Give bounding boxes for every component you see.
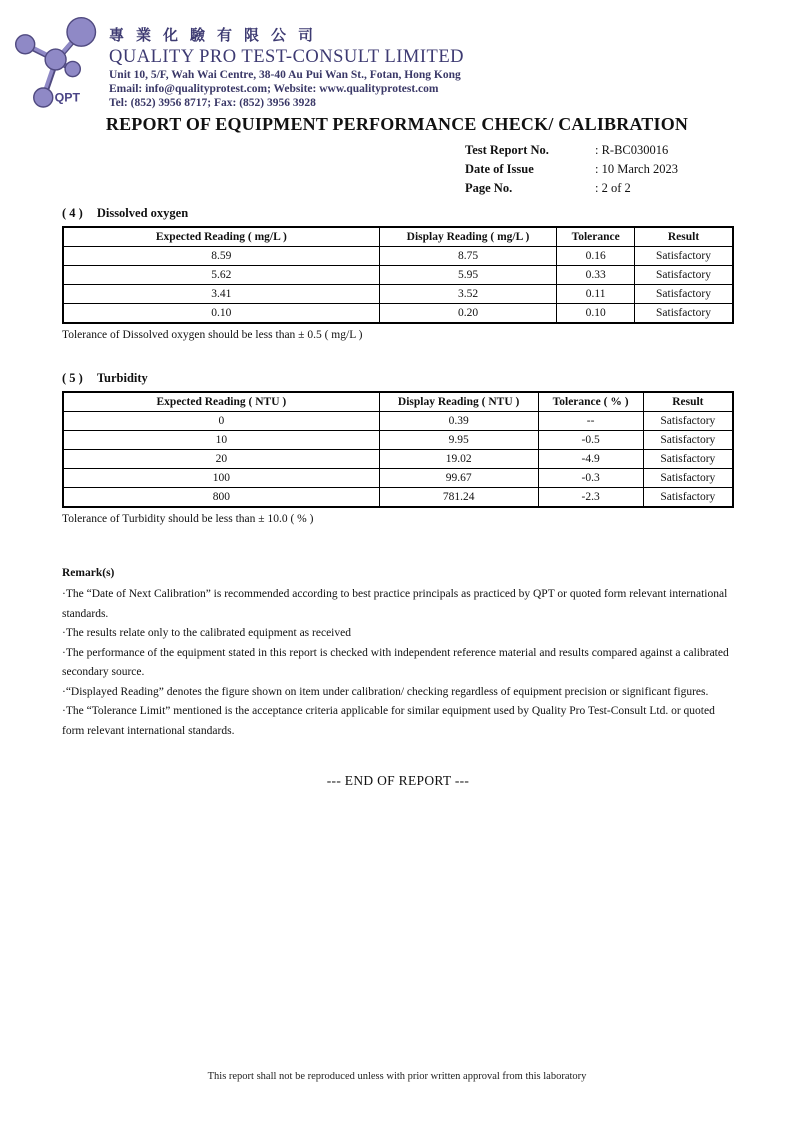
page-number-label: Page No. (465, 181, 513, 195)
company-name-english: QUALITY PRO TEST-CONSULT LIMITED (109, 47, 465, 67)
report-number-value: : R-BC030016 (595, 143, 669, 157)
section-turbidity (62, 371, 734, 525)
dissolved-oxygen-tolerance-note: Tolerance of Dissolved oxygen should be less than ± 0.5 ( mg/L ) (62, 329, 363, 341)
table-cell: 0.11 (557, 285, 635, 304)
table-cell: 0.10 (63, 304, 379, 324)
table-cell: 100 (63, 469, 379, 488)
table-cell: Satisfactory (643, 469, 733, 488)
table-cell: Satisfactory (643, 431, 733, 450)
date-of-issue-value: : 10 March 2023 (595, 162, 678, 176)
page-number-row (465, 179, 678, 198)
table-row (63, 304, 733, 324)
remark-item: ·“Displayed Reading” denotes the figure shown on item under calibration/ checking regardless of equipment precision or significant figures. (62, 685, 709, 698)
table-cell: Satisfactory (635, 247, 734, 266)
table-cell: 0.20 (379, 304, 557, 324)
table-cell: 99.67 (379, 469, 538, 488)
turbidity-tolerance-note: Tolerance of Turbidity should be less than ± 10.0 ( % ) (62, 513, 314, 525)
table-row (63, 431, 733, 450)
table-cell: -0.5 (538, 431, 643, 450)
column-header: Display Reading ( mg/L ) (379, 227, 557, 247)
table-cell: 3.41 (63, 285, 379, 304)
table-cell: 20 (63, 450, 379, 469)
molecule-logo-icon (10, 10, 105, 109)
table-cell: Satisfactory (635, 304, 734, 324)
logo-text: QPT (54, 90, 81, 105)
table-cell: -4.9 (538, 450, 643, 469)
company-logo (10, 10, 105, 108)
table-row (63, 285, 733, 304)
column-header: Display Reading ( NTU ) (379, 392, 538, 412)
report-number-row (465, 141, 678, 160)
table-cell: 0.16 (557, 247, 635, 266)
table-cell: 9.95 (379, 431, 538, 450)
table-cell: Satisfactory (643, 488, 733, 508)
table-row (63, 469, 733, 488)
section-number: ( 5 ) (62, 371, 83, 385)
company-name-chinese: 專業化驗有限公司 (109, 28, 326, 44)
table-row (63, 450, 733, 469)
table-cell: 8.59 (63, 247, 379, 266)
table-cell: -0.3 (538, 469, 643, 488)
table-cell: Satisfactory (635, 266, 734, 285)
company-address: Unit 10, 5/F, Wah Wai Centre, 38-40 Au Pui Wan St., Fotan, Hong Kong (109, 69, 461, 81)
footer-disclaimer: This report shall not be reproduced unless with prior written approval from this laboratory (207, 1071, 587, 1082)
section-dissolved-oxygen (62, 206, 734, 341)
column-header: Tolerance ( % ) (538, 392, 643, 412)
remark-item: ·The “Date of Next Calibration” is recommended according to best practice principals as practiced by QPT or quoted form relevant international standards. (62, 588, 728, 620)
section-title: Turbidity (96, 371, 148, 385)
table-cell: 5.95 (379, 266, 557, 285)
table-row (63, 266, 733, 285)
table-cell: 0.10 (557, 304, 635, 324)
column-header: Result (635, 227, 734, 247)
table-cell: 781.24 (379, 488, 538, 508)
table-cell: -2.3 (538, 488, 643, 508)
dissolved-oxygen-table (62, 226, 734, 324)
table-cell: Satisfactory (643, 450, 733, 469)
table-row (63, 488, 733, 508)
turbidity-table (62, 391, 734, 508)
table-cell: 10 (63, 431, 379, 450)
table-row (63, 247, 733, 266)
table-cell: -- (538, 412, 643, 431)
letterhead (10, 10, 464, 110)
column-header: Expected Reading ( NTU ) (63, 392, 379, 412)
remarks-section (62, 567, 734, 741)
report-title: REPORT OF EQUIPMENT PERFORMANCE CHECK/ CALIBRATION (105, 114, 689, 134)
table-cell: Satisfactory (643, 412, 733, 431)
table-cell: 0 (63, 412, 379, 431)
table-cell: Satisfactory (635, 285, 734, 304)
column-header: Expected Reading ( mg/L ) (63, 227, 379, 247)
column-header: Result (643, 392, 733, 412)
table-cell: 19.02 (379, 450, 538, 469)
table-cell: 5.62 (63, 266, 379, 285)
section-number: ( 4 ) (62, 206, 83, 220)
page-number-value: : 2 of 2 (595, 181, 631, 195)
table-cell: 800 (63, 488, 379, 508)
section-heading-dissolved-oxygen (62, 206, 734, 221)
table-cell: 8.75 (379, 247, 557, 266)
report-number-label: Test Report No. (465, 143, 549, 157)
table-cell: 0.33 (557, 266, 635, 285)
remark-item: ·The “Tolerance Limit” mentioned is the acceptance criteria applicable for similar equipment used by Quality Pro Test-Consult Ltd. or quoted form relevant international standards. (62, 705, 715, 737)
company-email-website: Email: info@qualityprotest.com; Website: www.qualityprotest.com (109, 83, 439, 95)
remarks-list (62, 585, 734, 741)
section-heading-turbidity (62, 371, 734, 386)
table-row (63, 412, 733, 431)
remark-item: ·The performance of the equipment stated in this report is checked with independent reference material and results compared against a calibrated secondary source. (62, 646, 729, 678)
date-of-issue-row (465, 160, 678, 179)
section-title: Dissolved oxygen (96, 206, 189, 220)
end-of-report-text: --- END OF REPORT --- (326, 773, 470, 788)
column-header: Tolerance (557, 227, 635, 247)
remark-item: ·The results relate only to the calibrated equipment as received (62, 627, 351, 639)
report-body (62, 206, 734, 789)
remarks-heading: Remark(s) (62, 567, 115, 579)
report-info-block (465, 141, 678, 198)
company-info (109, 10, 464, 110)
company-tel-fax: Tel: (852) 3956 8717; Fax: (852) 3956 3928 (109, 97, 316, 109)
table-cell: 3.52 (379, 285, 557, 304)
table-header-row (63, 227, 733, 247)
table-cell: 0.39 (379, 412, 538, 431)
table-header-row (63, 392, 733, 412)
date-of-issue-label: Date of Issue (465, 162, 534, 176)
